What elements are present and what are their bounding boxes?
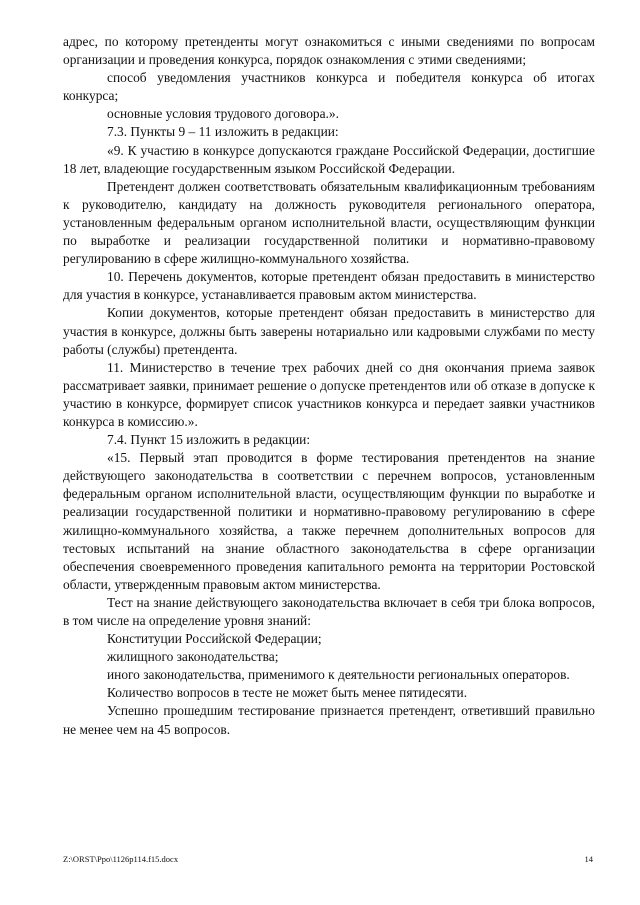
paragraph-12: Тест на знание действующего законодательства включает в себя три блока вопросов, в том числе на определение уровня знаний:	[63, 594, 595, 628]
paragraph-7: 10. Перечень документов, которые претендент обязан предоставить в министерство для участия в конкурсе, устанавливается правовым актом министерства.	[63, 269, 595, 303]
paragraph-16: Количество вопросов в тесте не может быть менее пятидесяти.	[107, 685, 468, 701]
paragraph-3: основные условия трудового договора.».	[107, 106, 339, 122]
paragraph-10: 7.4. Пункт 15 изложить в редакции:	[107, 432, 311, 448]
footer-file-path: Z:\ORST\Ppo\1126p114.f15.docx	[63, 854, 179, 864]
paragraph-1: адрес, по которому претенденты могут ознакомиться с иными сведениями по вопросам организации и проведения конкурса, порядок ознакомления с этими сведениями;	[63, 34, 595, 68]
paragraph-2: способ уведомления участников конкурса и победителя конкурса об итогах конкурса;	[63, 70, 595, 104]
paragraph-8: Копии документов, которые претендент обязан предоставить в министерство для участия в конкурсе, должны быть заверены нотариально или кадровыми службами по месту работы (службы) претендента.	[63, 305, 595, 357]
paragraph-9: 11. Министерство в течение трех рабочих дней со дня окончания приема заявок рассматривает заявки, принимает решение о допуске претендентов или об отказе в допуске к участию в конкурсе, формирует список участников конкурса и передает заявки участников конкурса в комиссию.».	[63, 359, 595, 429]
paragraph-4: 7.3. Пункты 9 – 11 изложить в редакции:	[107, 124, 339, 140]
paragraph-15: иного законодательства, применимого к деятельности региональных операторов.	[107, 667, 570, 683]
paragraph-6: Претендент должен соответствовать обязательным квалификационным требованиям к руководителю, кандидату на должность руководителя регионального оператора, установленным федеральным органом исполнительной власти, осуществляющим функции по выработке и реализации государственной политики и нормативно-правовому регулированию в сфере жилищно-коммунального хозяйства.	[63, 178, 595, 267]
paragraph-14: жилищного законодательства;	[107, 649, 279, 665]
document-body	[63, 33, 595, 739]
page-number: 14	[584, 854, 593, 864]
paragraph-17: Успешно прошедшим тестирование признается претендент, ответивший правильно не менее чем на 45 вопросов.	[63, 703, 595, 737]
paragraph-5: «9. К участию в конкурсе допускаются граждане Российской Федерации, достигшие 18 лет, владеющие государственным языком Российской Федерации.	[63, 142, 595, 176]
paragraph-13: Конституции Российской Федерации;	[107, 631, 322, 647]
paragraph-11: «15. Первый этап проводится в форме тестирования претендентов на знание действующего законодательства в соответствии с перечнем вопросов, установленным федеральным органом исполнительной власти, осуществляющим функции по выработке и реализации государственной политики и нормативно-правовому регулированию в сфере жилищно-коммунального хозяйства, а также перечнем дополнительных вопросов для тестовых испытаний на знание областного законодательства в сфере организации обеспечения своевременного проведения капитального ремонта на территории Ростовской области, утвержденным правовым актом министерства.	[63, 450, 595, 592]
